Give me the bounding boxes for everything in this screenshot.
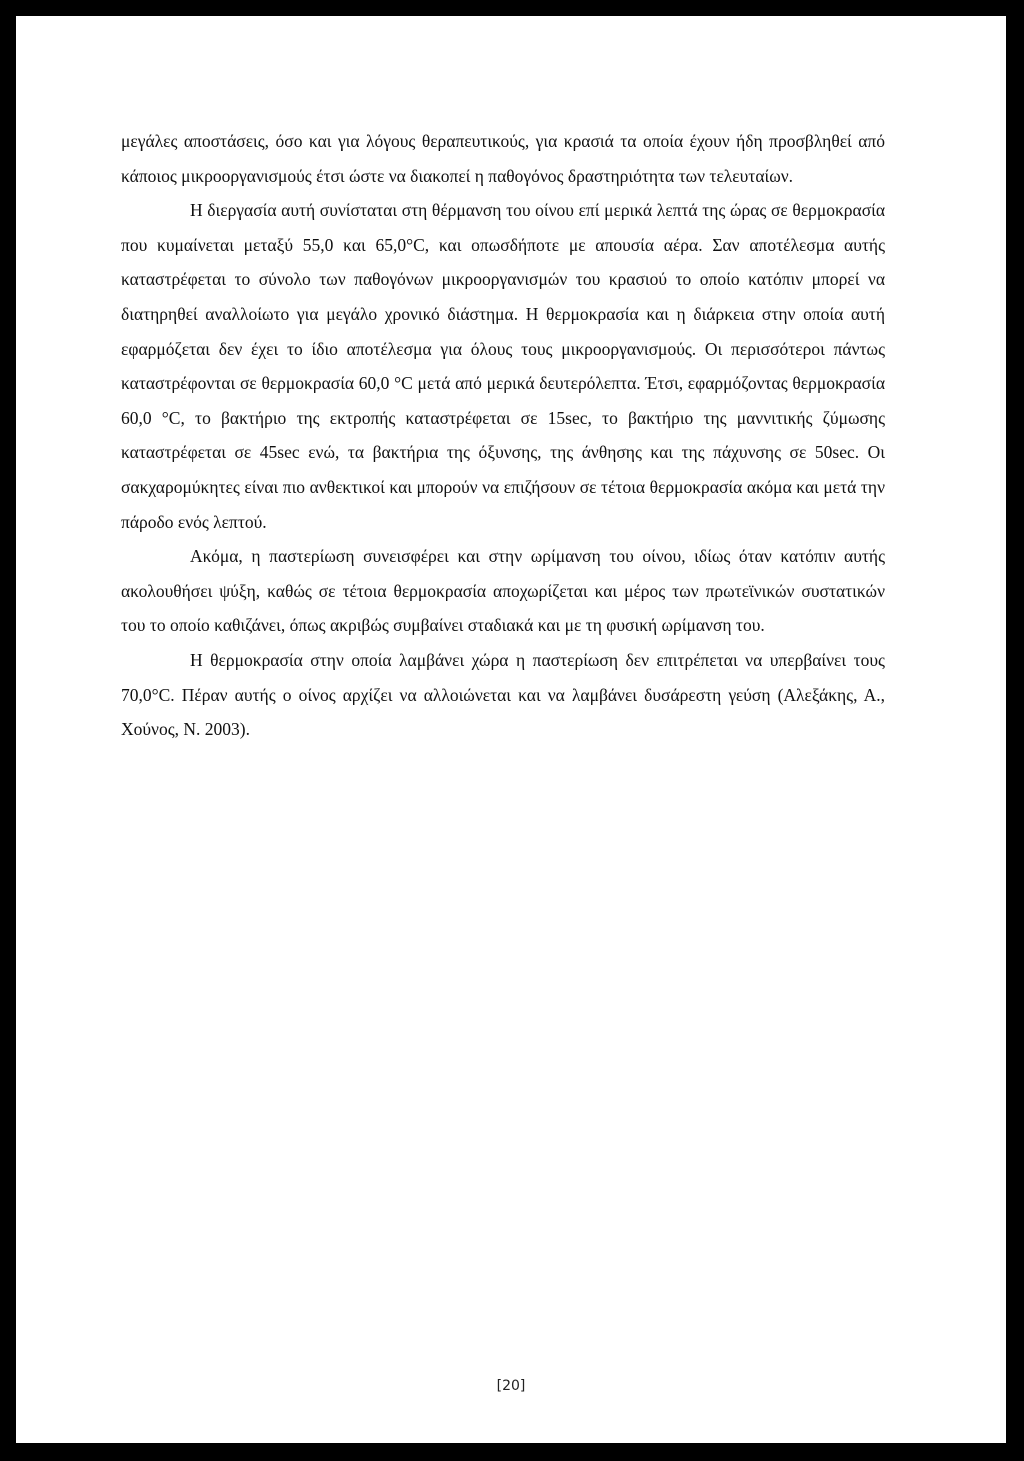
document-page xyxy=(16,16,1006,1443)
paragraph-continuation: μεγάλες αποστάσεις, όσο και για λόγους θεραπευτικούς, για κρασιά τα οποία έχουν ήδη προσβληθεί από κάποιος μικροοργανισμούς έτσι ώστε να διακοπεί η παθογόνος δραστηριότητα των τελευταίων. xyxy=(121,131,885,186)
page-number: [20] xyxy=(496,1378,526,1394)
paragraph-temperature-limit: Η θερμοκρασία στην οποία λαμβάνει χώρα η παστερίωση δεν επιτρέπεται να υπερβαίνει τους 70,0°C. Πέραν αυτής ο οίνος αρχίζει να αλλοιώνεται και να λαμβάνει δυσάρεστη γεύση (Αλεξάκης, Α., Χούνος, Ν. 2003). xyxy=(121,649,885,740)
paragraph-pasteurization-process: Η διεργασία αυτή συνίσταται στη θέρμανση του οίνου επί μερικά λεπτά της ώρας σε θερμοκρασία που κυμαίνεται μεταξύ 55,0 και 65,0°C, και οπωσδήποτε με απουσία αέρα. Σαν αποτέλεσμα αυτής καταστρέφεται το σύνολο των παθογόνων μικροοργανισμών του κρασιού το οποίο κατόπιν μπορεί να διατηρηθεί αναλλοίωτο για μεγάλο χρονικό διάστημα. Η θερμοκρασία και η διάρκεια στην οποία αυτή εφαρμόζεται δεν έχει το ίδιο αποτέλεσμα για όλους τους μικροοργανισμούς. Οι περισσότεροι πάντως καταστρέφονται σε θερμοκρασία 60,0 °C μετά από μερικά δευτερόλεπτα. Έτσι, εφαρμόζοντας θερμοκρασία 60,0 °C, το βακτήριο της εκτροπής καταστρέφεται σε 15sec, το βακτήριο της μαννιτικής ζύμωσης καταστρέφεται σε 45sec ενώ, τα βακτήρια της όξυνσης, της άνθησης και της πάχυνσης σε 50sec. Οι σακχαρομύκητες είναι πιο ανθεκτικοί και μπορούν να επιζήσουν σε τέτοια θερμοκρασία ακόμα και μετά την πάροδο ενός λεπτού. xyxy=(121,200,885,532)
body-text xyxy=(121,124,885,747)
paragraph-wine-maturation: Ακόμα, η παστερίωση συνεισφέρει και στην ωρίμανση του οίνου, ιδίως όταν κατόπιν αυτής ακολουθήσει ψύξη, καθώς σε τέτοια θερμοκρασία αποχωρίζεται και μέρος των πρωτεϊνικών συστατικών του το οποίο καθιζάνει, όπως ακριβώς συμβαίνει σταδιακά και με τη φυσική ωρίμανση του. xyxy=(121,546,885,636)
